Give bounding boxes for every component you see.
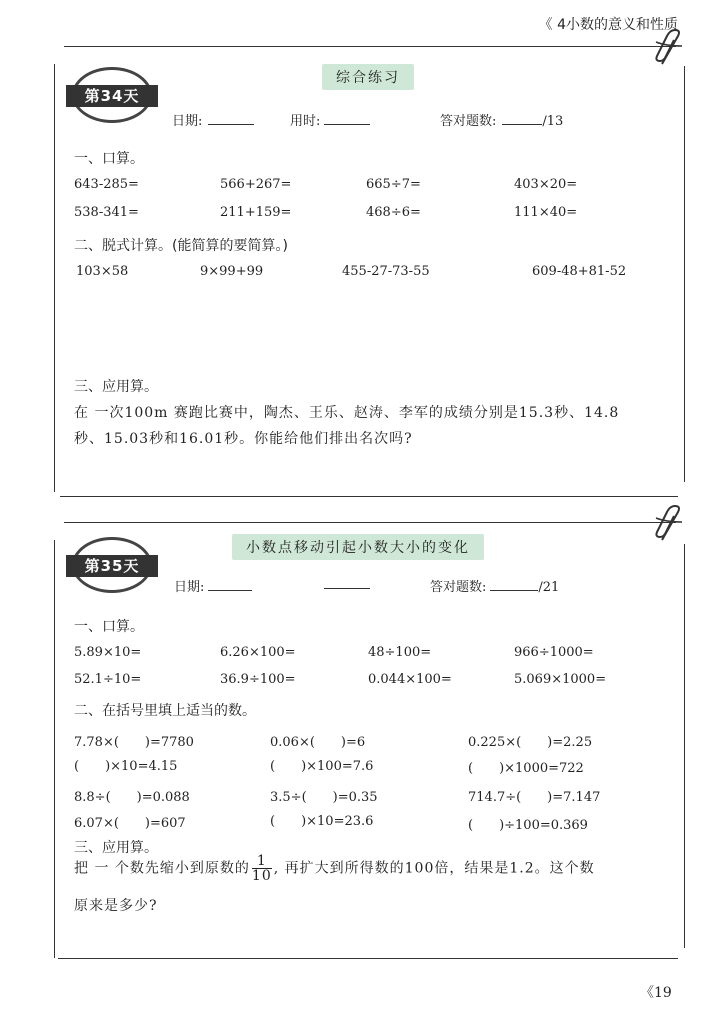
time-field: 用时:	[290, 110, 370, 129]
oral-item: 48÷100=	[368, 645, 432, 660]
score-field: 答对题数: /13	[440, 114, 564, 129]
oral-item: 52.1÷10=	[74, 672, 142, 687]
bottom-rule	[58, 958, 678, 959]
oral-item: 0.044×100=	[368, 672, 452, 687]
paperclip-icon	[652, 28, 686, 68]
fill-item: 0.225×( )=2.25	[468, 735, 593, 750]
top-rule	[64, 522, 676, 523]
date-field: 日期:	[172, 110, 254, 129]
section-calc: 二、脱式计算。(能简算的要简算。)	[74, 238, 288, 254]
oral-item: 403×20=	[514, 177, 578, 192]
day-badge: 第35天	[72, 537, 154, 595]
paperclip-icon	[652, 504, 686, 544]
right-rule	[684, 66, 685, 482]
lesson-title: 小数点移动引起小数大小的变化	[232, 534, 484, 560]
bottom-rule	[60, 496, 678, 497]
oral-item: 111×40=	[514, 205, 578, 220]
fill-item: 714.7÷( )=7.147	[468, 790, 601, 805]
oral-item: 538-341=	[74, 205, 139, 220]
chapter-header: 《 4小数的意义和性质	[538, 17, 678, 33]
fill-item: ( )×10=23.6	[270, 814, 374, 829]
blank-field	[324, 576, 370, 593]
oral-item: 211+159=	[220, 205, 292, 220]
section-oral: 一、口算。	[74, 619, 144, 635]
fraction: $\frac{1}{10}$	[251, 853, 272, 884]
word-problem-line: 在 一次100m 赛跑比赛中，陶杰、王乐、赵涛、李军的成绩分别是15.3秒、14.8	[74, 405, 620, 421]
right-rule	[684, 544, 685, 948]
oral-item: 6.26×100=	[220, 645, 296, 660]
fill-item: ( )×10=4.15	[74, 759, 178, 774]
date-field: 日期:	[174, 576, 252, 595]
section-fill-blanks: 二、在括号里填上适当的数。	[74, 703, 256, 719]
top-rule	[64, 46, 676, 47]
oral-item: 643-285=	[74, 177, 139, 192]
fill-item: ( )÷100=0.369	[468, 818, 588, 833]
calc-item: 103×58	[76, 264, 129, 279]
section-oral: 一、口算。	[74, 151, 144, 167]
day-badge: 第34天	[72, 67, 154, 125]
score-field: 答对题数: /21	[430, 580, 560, 595]
calc-item: 455-27-73-55	[342, 264, 430, 279]
fill-item: 6.07×( )=607	[74, 816, 186, 831]
fill-item: 8.8÷( )=0.088	[74, 790, 190, 805]
fill-item: 3.5÷( )=0.35	[270, 790, 378, 805]
page-number: 《19	[640, 985, 672, 1001]
oral-item: 566+267=	[220, 177, 292, 192]
left-rule	[54, 64, 55, 492]
fill-item: 7.78×( )=7780	[74, 735, 194, 750]
oral-item: 966÷1000=	[514, 645, 594, 660]
oral-item: 5.069×1000=	[514, 672, 607, 687]
calc-item: 609-48+81-52	[532, 264, 627, 279]
oral-item: 5.89×10=	[74, 645, 142, 660]
word-problem-line: 原来是多少?	[74, 898, 158, 914]
fill-item: ( )×1000=722	[468, 761, 584, 776]
word-problem-line: 把 一 个数先缩小到原数的 $\frac{1}{10}$ , 再扩大到所得数的100倍，结果是1.2。这个数	[74, 853, 595, 884]
section-word-problem: 三、应用算。	[74, 840, 158, 856]
oral-item: 468÷6=	[366, 205, 421, 220]
calc-item: 9×99+99	[200, 264, 264, 279]
fill-item: ( )×100=7.6	[270, 759, 374, 774]
word-problem-line: 秒、15.03秒和16.01秒。你能给他们排出名次吗?	[74, 431, 413, 447]
oral-item: 36.9÷100=	[220, 672, 296, 687]
section-word-problem: 三、应用算。	[74, 379, 158, 395]
oral-item: 665÷7=	[366, 177, 421, 192]
left-rule	[54, 540, 55, 958]
lesson-title: 综合练习	[322, 64, 414, 90]
fill-item: 0.06×( )=6	[270, 735, 366, 750]
